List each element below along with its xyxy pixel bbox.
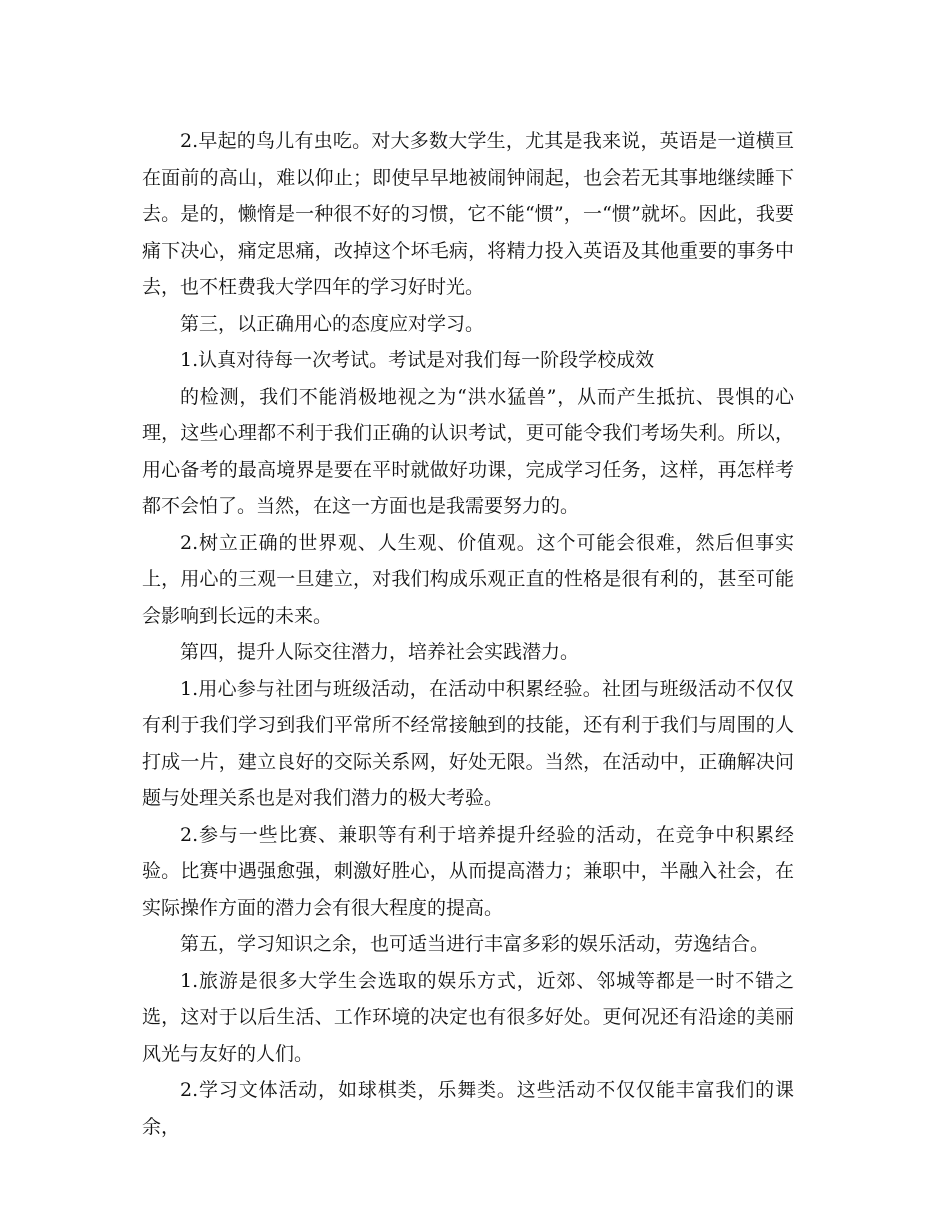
heading-fourth-social: 第四，提升人际交往潜力，培养社会实践潜力。	[180, 641, 580, 663]
document-page	[142, 123, 794, 1145]
paragraph-travel: 1.旅游是很多大学生会选取的娱乐方式，近郊、邻城等都是一时不错之选，这对于以后生活、工作环境的决定也有很多好处。更何况还有沿途的美丽风光与友好的人们。	[142, 969, 794, 1065]
paragraph-sports-arts: 2.学习文体活动，如球棋类，乐舞类。这些活动不仅仅能丰富我们的课余，	[142, 1079, 794, 1138]
paragraph-club-activities: 1.用心参与社团与班级活动，在活动中积累经验。社团与班级活动不仅仅有利于我们学习到我们平常所不经常接触到的技能，还有利于我们与周围的人打成一片，建立良好的交际关系网，好处无限。当然，在活动中，正确解决问题与处理关系也是对我们潜力的极大考验。	[142, 677, 794, 809]
heading-fifth-leisure: 第五，学习知识之余，也可适当进行丰富多彩的娱乐活动，劳逸结合。	[180, 933, 770, 955]
paragraph-exam-detail: 的检测，我们不能消极地视之为“洪水猛兽”，从而产生抵抗、畏惧的心理，这些心理都不利于我们正确的认识考试，更可能令我们考场失利。所以，用心备考的最高境界是要在平时就做好功课，完成学习任务，这样，再怎样考都不会怕了。当然，在这一方面也是我需要努力的。	[142, 385, 794, 517]
heading-third-attitude: 第三，以正确用心的态度应对学习。	[180, 312, 485, 335]
paragraph-worldview: 2.树立正确的世界观、人生观、价值观。这个可能会很难，然后但事实上，用心的三观一旦建立，对我们构成乐观正直的性格是很有利的，甚至可能会影响到长远的未来。	[142, 531, 794, 627]
paragraph-competitions: 2.参与一些比赛、兼职等有利于培养提升经验的活动，在竞争中积累经验。比赛中遇强愈强，刺激好胜心，从而提高潜力；兼职中，半融入社会，在实际操作方面的潜力会有很大程度的提高。	[142, 823, 794, 919]
paragraph-exam-intro: 1.认真对待每一次考试。考试是对我们每一阶段学校成效	[180, 349, 655, 371]
paragraph-early-bird: 2.早起的鸟儿有虫吃。对大多数大学生，尤其是我来说，英语是一道横亘在面前的高山，难以仰止；即使早早地被闹钟闹起，也会若无其事地继续睡下去。是的，懒惰是一种很不好的习惯，它不能“惯”，一“惯”就坏。因此，我要痛下决心，痛定思痛，改掉这个坏毛病，将精力投入英语及其他重要的事务中去，也不枉费我大学四年的学习好时光。	[142, 130, 794, 298]
